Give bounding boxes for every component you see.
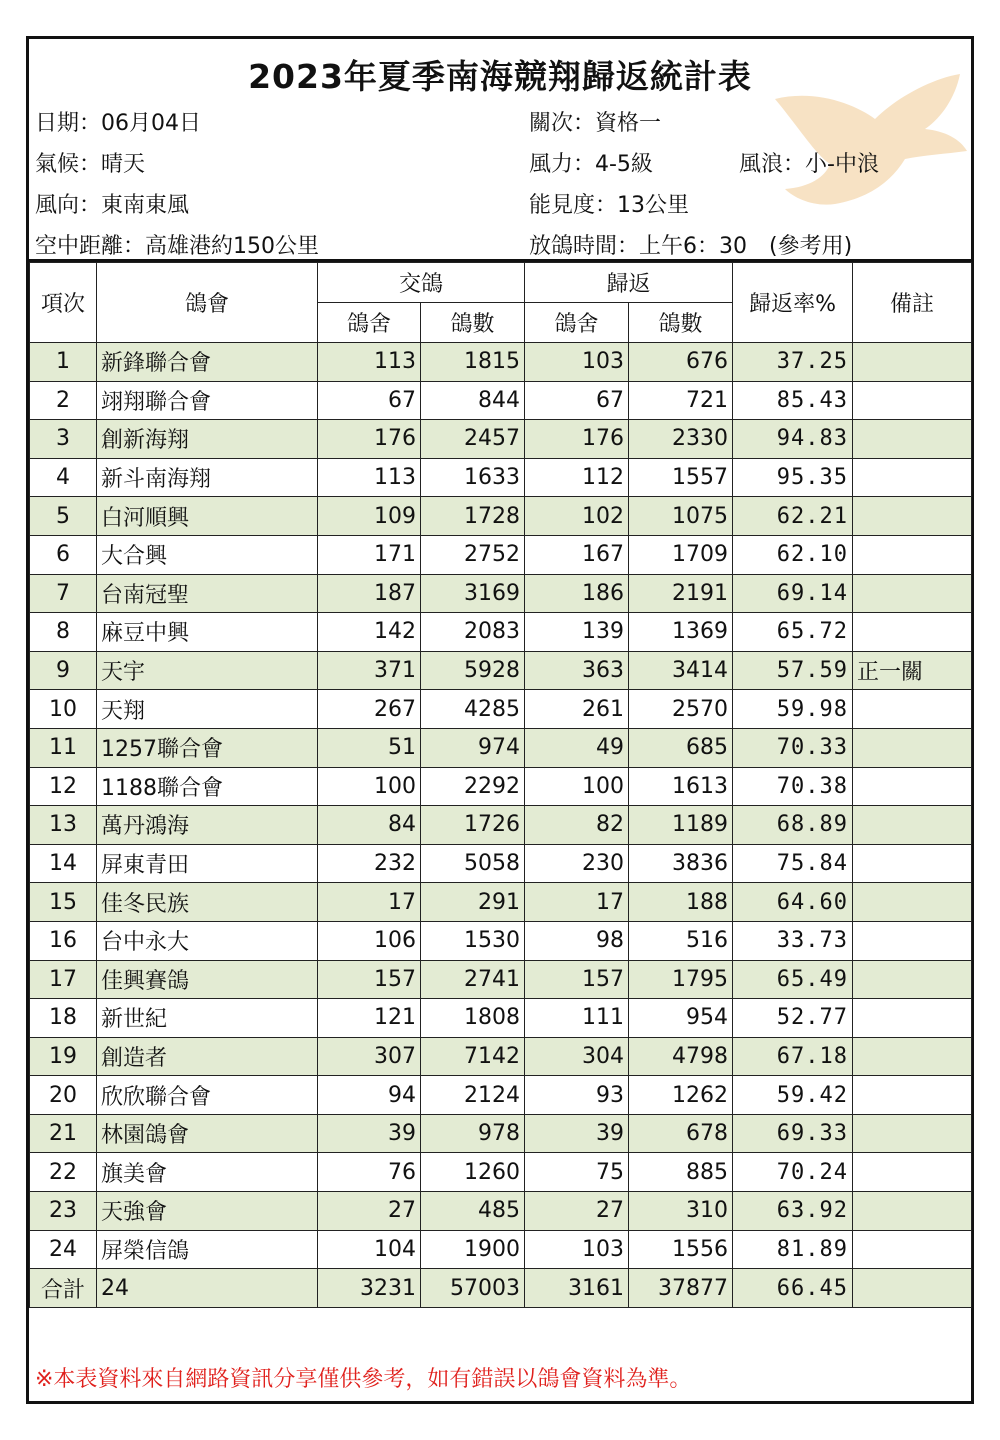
return-rate-cell: 70.33 [733, 728, 853, 767]
table-row [30, 883, 972, 922]
row-number-cell: 13 [30, 806, 97, 845]
return-rate-cell: 57.59 [733, 651, 853, 690]
remark-cell [853, 1076, 972, 1115]
col-header-entry: 交鴿 [318, 263, 525, 303]
table-row [30, 1153, 972, 1192]
entry-birds-cell: 978 [421, 1114, 525, 1153]
club-name-cell: 屏東青田 [97, 844, 318, 883]
table-row [30, 574, 972, 613]
return-lofts-cell: 112 [525, 458, 629, 497]
return-birds-cell: 1556 [629, 1230, 733, 1269]
return-lofts-cell: 102 [525, 497, 629, 536]
col-header-return-lofts: 鴿舍 [525, 303, 629, 343]
row-number-cell: 24 [30, 1230, 97, 1269]
entry-birds-cell: 1900 [421, 1230, 525, 1269]
return-birds-cell: 1557 [629, 458, 733, 497]
col-header-remarks: 備註 [853, 263, 972, 343]
entry-birds-cell: 1808 [421, 999, 525, 1038]
entry-birds-cell: 2752 [421, 535, 525, 574]
entry-birds-cell: 2292 [421, 767, 525, 806]
entry-lofts-cell: 171 [318, 535, 421, 574]
return-rate-cell: 63.92 [733, 1192, 853, 1231]
entry-birds-cell: 7142 [421, 1037, 525, 1076]
return-lofts-cell: 103 [525, 343, 629, 382]
row-number-cell: 10 [30, 690, 97, 729]
entry-birds-cell: 1530 [421, 921, 525, 960]
club-name-cell: 佳興賽鴿 [97, 960, 318, 999]
info-stage: 關次：資格一 [529, 111, 662, 136]
club-name-cell: 新斗南海翔 [97, 458, 318, 497]
remark-cell [853, 535, 972, 574]
entry-lofts-cell: 39 [318, 1114, 421, 1153]
entry-birds-cell: 291 [421, 883, 525, 922]
col-header-entry-lofts: 鴿舍 [318, 303, 421, 343]
club-name-cell: 天翔 [97, 690, 318, 729]
return-lofts-cell: 27 [525, 1192, 629, 1231]
col-header-returned: 歸返 [525, 263, 733, 303]
return-rate-cell: 65.72 [733, 613, 853, 652]
club-name-cell: 天強會 [97, 1192, 318, 1231]
table-row [30, 999, 972, 1038]
col-header-return-birds: 鴿數 [629, 303, 733, 343]
table-row [30, 1037, 972, 1076]
total-club-count-cell: 24 [97, 1269, 318, 1308]
return-lofts-cell: 75 [525, 1153, 629, 1192]
club-name-cell: 創新海翔 [97, 420, 318, 459]
return-lofts-cell: 82 [525, 806, 629, 845]
remark-cell [853, 343, 972, 382]
remark-cell [853, 844, 972, 883]
entry-lofts-cell: 76 [318, 1153, 421, 1192]
return-rate-cell: 62.10 [733, 535, 853, 574]
return-rate-cell: 70.38 [733, 767, 853, 806]
total-return-lofts-cell: 3161 [525, 1269, 629, 1308]
row-number-cell: 11 [30, 728, 97, 767]
col-header-no: 項次 [30, 263, 97, 343]
remark-cell [853, 458, 972, 497]
return-rate-cell: 95.35 [733, 458, 853, 497]
row-number-cell: 23 [30, 1192, 97, 1231]
entry-lofts-cell: 307 [318, 1037, 421, 1076]
table-row [30, 1114, 972, 1153]
table-row [30, 1076, 972, 1115]
total-return-rate-cell: 66.45 [733, 1269, 853, 1308]
table-row [30, 651, 972, 690]
club-name-cell: 萬丹鴻海 [97, 806, 318, 845]
return-lofts-cell: 111 [525, 999, 629, 1038]
col-header-club: 鴿會 [97, 263, 318, 343]
table-row [30, 1230, 972, 1269]
entry-lofts-cell: 113 [318, 458, 421, 497]
table-body [30, 343, 972, 1308]
remark-cell [853, 883, 972, 922]
club-name-cell: 新鋒聯合會 [97, 343, 318, 382]
entry-lofts-cell: 67 [318, 381, 421, 420]
row-number-cell: 20 [30, 1076, 97, 1115]
info-wind-direction: 風向：東南東風 [35, 193, 190, 218]
return-birds-cell: 1075 [629, 497, 733, 536]
return-rate-cell: 52.77 [733, 999, 853, 1038]
entry-birds-cell: 485 [421, 1192, 525, 1231]
table-row [30, 613, 972, 652]
entry-lofts-cell: 267 [318, 690, 421, 729]
return-rate-cell: 75.84 [733, 844, 853, 883]
entry-lofts-cell: 100 [318, 767, 421, 806]
club-name-cell: 天宇 [97, 651, 318, 690]
club-name-cell: 翊翔聯合會 [97, 381, 318, 420]
return-rate-cell: 70.24 [733, 1153, 853, 1192]
total-entry-lofts-cell: 3231 [318, 1269, 421, 1308]
remark-cell [853, 999, 972, 1038]
entry-birds-cell: 844 [421, 381, 525, 420]
return-rate-cell: 68.89 [733, 806, 853, 845]
col-header-entry-birds: 鴿數 [421, 303, 525, 343]
return-rate-cell: 69.33 [733, 1114, 853, 1153]
return-birds-cell: 885 [629, 1153, 733, 1192]
return-birds-cell: 1262 [629, 1076, 733, 1115]
remark-cell [853, 1230, 972, 1269]
return-rate-cell: 64.60 [733, 883, 853, 922]
return-birds-cell: 310 [629, 1192, 733, 1231]
row-number-cell: 19 [30, 1037, 97, 1076]
remark-cell [853, 381, 972, 420]
remark-cell [853, 767, 972, 806]
entry-lofts-cell: 17 [318, 883, 421, 922]
row-number-cell: 21 [30, 1114, 97, 1153]
row-number-cell: 2 [30, 381, 97, 420]
table-row [30, 343, 972, 382]
info-wind-force: 風力：4-5級 [529, 152, 653, 177]
return-birds-cell: 685 [629, 728, 733, 767]
return-birds-cell: 4798 [629, 1037, 733, 1076]
total-remark-cell [853, 1269, 972, 1308]
return-birds-cell: 3414 [629, 651, 733, 690]
table-row [30, 420, 972, 459]
return-birds-cell: 2330 [629, 420, 733, 459]
table-row [30, 921, 972, 960]
row-number-cell: 16 [30, 921, 97, 960]
return-lofts-cell: 67 [525, 381, 629, 420]
entry-birds-cell: 1726 [421, 806, 525, 845]
return-birds-cell: 2570 [629, 690, 733, 729]
return-lofts-cell: 176 [525, 420, 629, 459]
entry-lofts-cell: 232 [318, 844, 421, 883]
return-lofts-cell: 167 [525, 535, 629, 574]
entry-lofts-cell: 142 [318, 613, 421, 652]
disclaimer-footnote: ※本表資料來自網路資訊分享僅供參考，如有錯誤以鴿會資料為準。 [35, 1367, 692, 1392]
return-rate-cell: 81.89 [733, 1230, 853, 1269]
return-lofts-cell: 230 [525, 844, 629, 883]
entry-lofts-cell: 157 [318, 960, 421, 999]
return-rate-cell: 37.25 [733, 343, 853, 382]
return-birds-cell: 1189 [629, 806, 733, 845]
entry-birds-cell: 2741 [421, 960, 525, 999]
remark-cell [853, 1153, 972, 1192]
entry-lofts-cell: 106 [318, 921, 421, 960]
entry-lofts-cell: 187 [318, 574, 421, 613]
entry-birds-cell: 2083 [421, 613, 525, 652]
row-number-cell: 6 [30, 535, 97, 574]
return-lofts-cell: 363 [525, 651, 629, 690]
row-number-cell: 22 [30, 1153, 97, 1192]
return-birds-cell: 954 [629, 999, 733, 1038]
table-row [30, 497, 972, 536]
table-row [30, 381, 972, 420]
club-name-cell: 創造者 [97, 1037, 318, 1076]
sheet-title: 2023年夏季南海競翔歸返統計表 [248, 57, 752, 96]
table-row [30, 690, 972, 729]
remark-cell [853, 497, 972, 536]
row-number-cell: 9 [30, 651, 97, 690]
club-name-cell: 麻豆中興 [97, 613, 318, 652]
return-lofts-cell: 100 [525, 767, 629, 806]
club-name-cell: 1257聯合會 [97, 728, 318, 767]
entry-birds-cell: 974 [421, 728, 525, 767]
return-birds-cell: 1369 [629, 613, 733, 652]
return-birds-cell: 1795 [629, 960, 733, 999]
entry-birds-cell: 5058 [421, 844, 525, 883]
table-row [30, 535, 972, 574]
row-number-cell: 8 [30, 613, 97, 652]
return-lofts-cell: 98 [525, 921, 629, 960]
return-lofts-cell: 17 [525, 883, 629, 922]
row-number-cell: 18 [30, 999, 97, 1038]
return-rate-cell: 59.42 [733, 1076, 853, 1115]
return-lofts-cell: 103 [525, 1230, 629, 1269]
club-name-cell: 林園鴿會 [97, 1114, 318, 1153]
return-lofts-cell: 93 [525, 1076, 629, 1115]
row-number-cell: 1 [30, 343, 97, 382]
remark-cell [853, 728, 972, 767]
return-birds-cell: 188 [629, 883, 733, 922]
entry-birds-cell: 1633 [421, 458, 525, 497]
total-row [30, 1269, 972, 1308]
club-name-cell: 1188聯合會 [97, 767, 318, 806]
club-name-cell: 大合興 [97, 535, 318, 574]
return-rate-cell: 69.14 [733, 574, 853, 613]
col-header-rate: 歸返率% [733, 263, 853, 343]
entry-lofts-cell: 121 [318, 999, 421, 1038]
return-rate-cell: 65.49 [733, 960, 853, 999]
return-birds-cell: 3836 [629, 844, 733, 883]
entry-lofts-cell: 176 [318, 420, 421, 459]
remark-cell [853, 420, 972, 459]
return-lofts-cell: 304 [525, 1037, 629, 1076]
entry-lofts-cell: 94 [318, 1076, 421, 1115]
entry-lofts-cell: 371 [318, 651, 421, 690]
entry-birds-cell: 4285 [421, 690, 525, 729]
return-lofts-cell: 157 [525, 960, 629, 999]
table-row [30, 806, 972, 845]
entry-birds-cell: 1260 [421, 1153, 525, 1192]
remark-cell: 正一關 [853, 651, 972, 690]
return-birds-cell: 516 [629, 921, 733, 960]
return-lofts-cell: 186 [525, 574, 629, 613]
return-lofts-cell: 261 [525, 690, 629, 729]
entry-lofts-cell: 113 [318, 343, 421, 382]
remark-cell [853, 690, 972, 729]
entry-lofts-cell: 27 [318, 1192, 421, 1231]
row-number-cell: 12 [30, 767, 97, 806]
return-rate-cell: 33.73 [733, 921, 853, 960]
entry-birds-cell: 2124 [421, 1076, 525, 1115]
return-lofts-cell: 49 [525, 728, 629, 767]
info-distance: 空中距離：高雄港約150公里 [35, 234, 319, 259]
return-rate-cell: 67.18 [733, 1037, 853, 1076]
entry-birds-cell: 1728 [421, 497, 525, 536]
row-number-cell: 5 [30, 497, 97, 536]
info-date: 日期：06月04日 [35, 111, 201, 136]
return-rate-cell: 59.98 [733, 690, 853, 729]
return-birds-cell: 1709 [629, 535, 733, 574]
return-rate-cell: 94.83 [733, 420, 853, 459]
return-birds-cell: 678 [629, 1114, 733, 1153]
return-rate-cell: 62.21 [733, 497, 853, 536]
entry-birds-cell: 1815 [421, 343, 525, 382]
row-number-cell: 3 [30, 420, 97, 459]
entry-birds-cell: 5928 [421, 651, 525, 690]
club-name-cell: 台南冠聖 [97, 574, 318, 613]
remark-cell [853, 921, 972, 960]
row-number-cell: 4 [30, 458, 97, 497]
info-waves: 風浪：小-中浪 [739, 152, 879, 177]
table-row [30, 844, 972, 883]
entry-lofts-cell: 109 [318, 497, 421, 536]
row-number-cell: 14 [30, 844, 97, 883]
club-name-cell: 新世紀 [97, 999, 318, 1038]
entry-lofts-cell: 104 [318, 1230, 421, 1269]
club-name-cell: 欣欣聯合會 [97, 1076, 318, 1115]
return-lofts-cell: 39 [525, 1114, 629, 1153]
table-row [30, 960, 972, 999]
remark-cell [853, 1114, 972, 1153]
return-birds-cell: 721 [629, 381, 733, 420]
info-release-time: 放鴿時間：上午6：30 (參考用) [529, 234, 853, 259]
total-entry-birds-cell: 57003 [421, 1269, 525, 1308]
total-label-cell: 合計 [30, 1269, 97, 1308]
table-row [30, 1192, 972, 1231]
club-name-cell: 台中永大 [97, 921, 318, 960]
statistics-sheet [26, 36, 974, 1404]
return-rate-cell: 85.43 [733, 381, 853, 420]
info-visibility: 能見度：13公里 [529, 193, 689, 218]
entry-lofts-cell: 51 [318, 728, 421, 767]
remark-cell [853, 574, 972, 613]
return-birds-cell: 2191 [629, 574, 733, 613]
return-birds-cell: 1613 [629, 767, 733, 806]
remark-cell [853, 613, 972, 652]
table-row [30, 728, 972, 767]
row-number-cell: 7 [30, 574, 97, 613]
club-name-cell: 屏榮信鴿 [97, 1230, 318, 1269]
remark-cell [853, 1037, 972, 1076]
entry-birds-cell: 2457 [421, 420, 525, 459]
remark-cell [853, 1192, 972, 1231]
table-row [30, 767, 972, 806]
remark-cell [853, 960, 972, 999]
row-number-cell: 15 [30, 883, 97, 922]
club-name-cell: 白河順興 [97, 497, 318, 536]
club-name-cell: 佳冬民族 [97, 883, 318, 922]
info-weather: 氣候：晴天 [35, 152, 146, 177]
entry-lofts-cell: 84 [318, 806, 421, 845]
results-table [29, 262, 972, 1308]
entry-birds-cell: 3169 [421, 574, 525, 613]
row-number-cell: 17 [30, 960, 97, 999]
return-lofts-cell: 139 [525, 613, 629, 652]
table-row [30, 458, 972, 497]
return-birds-cell: 676 [629, 343, 733, 382]
total-return-birds-cell: 37877 [629, 1269, 733, 1308]
remark-cell [853, 806, 972, 845]
club-name-cell: 旗美會 [97, 1153, 318, 1192]
